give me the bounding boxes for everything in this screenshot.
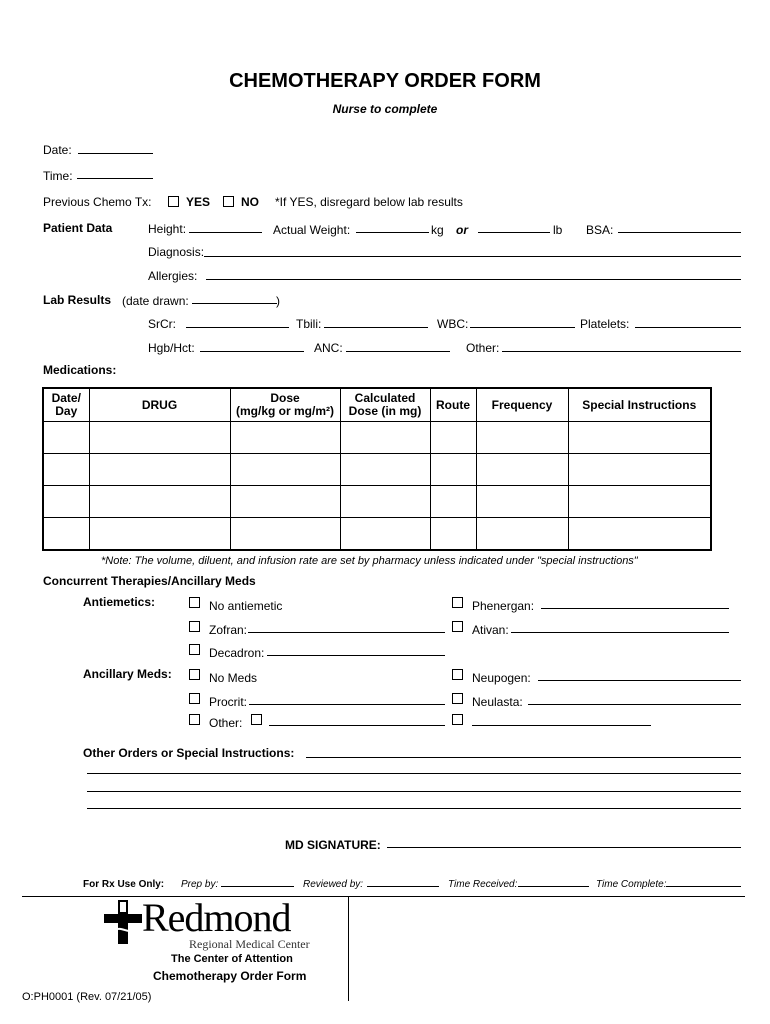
other-orders-line[interactable] bbox=[87, 791, 741, 792]
table-cell[interactable] bbox=[89, 486, 230, 518]
srcr-field[interactable] bbox=[186, 327, 289, 328]
decadron-label: Decadron: bbox=[209, 646, 265, 660]
rx-use-label: For Rx Use Only: bbox=[83, 879, 165, 890]
procrit-label: Procrit: bbox=[209, 695, 248, 709]
neupogen-label: Neupogen: bbox=[472, 671, 531, 685]
table-cell[interactable] bbox=[568, 422, 711, 454]
time-field[interactable] bbox=[77, 178, 153, 179]
date-drawn-label: (date drawn: bbox=[122, 294, 189, 308]
other-med-label: Other: bbox=[209, 716, 243, 730]
wbc-label: WBC: bbox=[437, 317, 469, 331]
other-orders-line[interactable] bbox=[87, 808, 741, 809]
prep-by-label: Prep by: bbox=[181, 879, 219, 890]
time-received-label: Time Received: bbox=[448, 879, 518, 890]
table-cell[interactable] bbox=[476, 518, 568, 551]
table-row bbox=[43, 518, 711, 551]
bsa-label: BSA: bbox=[586, 223, 614, 237]
reviewed-by-field[interactable] bbox=[367, 886, 439, 887]
table-note: *Note: The volume, diluent, and infusion rate are set by pharmacy unless indicated under "special instructions" bbox=[101, 555, 638, 567]
table-cell[interactable] bbox=[230, 486, 340, 518]
hgb-label: Hgb/Hct: bbox=[148, 341, 195, 355]
table-cell[interactable] bbox=[340, 454, 430, 486]
kg-label: kg bbox=[431, 223, 444, 237]
weight-label: Actual Weight: bbox=[273, 223, 351, 237]
table-header-row bbox=[43, 388, 711, 422]
lab-results-label: Lab Results bbox=[43, 293, 112, 307]
other-med-field[interactable] bbox=[269, 725, 445, 726]
allergies-label: Allergies: bbox=[148, 269, 198, 283]
no-checkbox[interactable] bbox=[223, 196, 234, 207]
no-meds-label: No Meds bbox=[209, 671, 258, 685]
table-cell[interactable] bbox=[230, 518, 340, 551]
neulasta-label: Neulasta: bbox=[472, 695, 523, 709]
height-field[interactable] bbox=[189, 232, 262, 233]
table-cell[interactable] bbox=[43, 518, 89, 551]
other-med-right-checkbox[interactable] bbox=[452, 714, 463, 725]
allergies-field[interactable] bbox=[206, 279, 741, 280]
table-cell[interactable] bbox=[568, 518, 711, 551]
table-cell[interactable] bbox=[430, 518, 476, 551]
col-calculated-dose: Calculated Dose (in mg) bbox=[340, 388, 430, 422]
form-id: O:PH0001 (Rev. 07/21/05) bbox=[22, 991, 152, 1003]
ativan-checkbox[interactable] bbox=[452, 621, 463, 632]
table-cell[interactable] bbox=[476, 422, 568, 454]
other-orders-label: Other Orders or Special Instructions: bbox=[83, 746, 295, 760]
other-med-right-field[interactable] bbox=[472, 725, 651, 726]
table-cell[interactable] bbox=[230, 422, 340, 454]
table-row bbox=[43, 422, 711, 454]
height-label: Height: bbox=[148, 222, 187, 236]
table-cell[interactable] bbox=[568, 454, 711, 486]
lb-field[interactable] bbox=[478, 232, 550, 233]
table-cell[interactable] bbox=[476, 486, 568, 518]
col-frequency: Frequency bbox=[476, 388, 568, 422]
neupogen-field[interactable] bbox=[538, 680, 741, 681]
table-row bbox=[43, 486, 711, 518]
bsa-field[interactable] bbox=[618, 232, 741, 233]
decadron-checkbox[interactable] bbox=[189, 644, 200, 655]
table-row bbox=[43, 454, 711, 486]
medications-table bbox=[42, 387, 712, 551]
col-route: Route bbox=[430, 388, 476, 422]
lb-label: lb bbox=[553, 223, 563, 237]
table-cell[interactable] bbox=[430, 422, 476, 454]
tbili-field[interactable] bbox=[324, 327, 428, 328]
diagnosis-field[interactable] bbox=[204, 256, 741, 257]
table-cell[interactable] bbox=[43, 454, 89, 486]
anc-label: ANC: bbox=[314, 341, 343, 355]
footer-divider bbox=[22, 896, 745, 897]
previous-chemo-label: Previous Chemo Tx: bbox=[43, 195, 152, 209]
table-cell[interactable] bbox=[43, 486, 89, 518]
patient-data-label: Patient Data bbox=[43, 221, 113, 235]
table-cell[interactable] bbox=[340, 486, 430, 518]
srcr-label: SrCr: bbox=[148, 317, 176, 331]
ativan-label: Ativan: bbox=[472, 623, 509, 637]
other-lab-field[interactable] bbox=[502, 351, 741, 352]
date-label: Date: bbox=[43, 143, 72, 157]
reviewed-by-label: Reviewed by: bbox=[303, 879, 364, 890]
anc-field[interactable] bbox=[346, 351, 450, 352]
footer-vertical-divider bbox=[348, 897, 349, 1001]
tagline: The Center of Attention bbox=[171, 953, 293, 965]
table-cell[interactable] bbox=[568, 486, 711, 518]
table-cell[interactable] bbox=[340, 518, 430, 551]
other-med-inline-checkbox[interactable] bbox=[251, 714, 262, 725]
yes-label: YES bbox=[186, 195, 211, 209]
form-name: Chemotherapy Order Form bbox=[153, 969, 307, 983]
table-cell[interactable] bbox=[340, 422, 430, 454]
time-label: Time: bbox=[43, 169, 73, 183]
logo-name: Redmond bbox=[142, 895, 291, 940]
procrit-field[interactable] bbox=[249, 704, 445, 705]
table-cell[interactable] bbox=[89, 454, 230, 486]
no-meds-checkbox[interactable] bbox=[189, 669, 200, 680]
col-date-day: Date/ Day bbox=[43, 388, 89, 422]
phenergan-label: Phenergan: bbox=[472, 599, 535, 613]
col-drug: DRUG bbox=[89, 388, 230, 422]
wbc-field[interactable] bbox=[470, 327, 575, 328]
platelets-label: Platelets: bbox=[580, 317, 630, 331]
date-drawn-close: ) bbox=[276, 294, 280, 308]
time-received-field[interactable] bbox=[518, 886, 589, 887]
medications-label: Medications: bbox=[43, 363, 117, 377]
table-cell[interactable] bbox=[230, 454, 340, 486]
table-cell[interactable] bbox=[430, 454, 476, 486]
subtitle: Nurse to complete bbox=[332, 102, 438, 116]
concurrent-label: Concurrent Therapies/Ancillary Meds bbox=[43, 574, 256, 588]
previous-chemo-note: *If YES, disregard below lab results bbox=[275, 195, 463, 209]
other-orders-line[interactable] bbox=[306, 757, 741, 758]
hgb-field[interactable] bbox=[200, 351, 304, 352]
antiemetics-label: Antiemetics: bbox=[83, 595, 156, 609]
md-signature-field[interactable] bbox=[387, 847, 741, 848]
platelets-field[interactable] bbox=[635, 327, 741, 328]
table-cell[interactable] bbox=[430, 486, 476, 518]
weight-field[interactable] bbox=[356, 232, 429, 233]
neulasta-checkbox[interactable] bbox=[452, 693, 463, 704]
other-orders-line[interactable] bbox=[87, 773, 741, 774]
or-label: or bbox=[456, 223, 468, 237]
table-cell[interactable] bbox=[476, 454, 568, 486]
phenergan-checkbox[interactable] bbox=[452, 597, 463, 608]
diagnosis-label: Diagnosis: bbox=[148, 245, 205, 259]
other-med-checkbox[interactable] bbox=[189, 714, 200, 725]
decadron-field[interactable] bbox=[267, 655, 445, 656]
table-cell[interactable] bbox=[89, 518, 230, 551]
time-complete-field[interactable] bbox=[666, 886, 741, 887]
date-drawn-field[interactable] bbox=[192, 303, 277, 304]
date-field[interactable] bbox=[78, 153, 153, 154]
prep-by-field[interactable] bbox=[221, 886, 294, 887]
yes-checkbox[interactable] bbox=[168, 196, 179, 207]
no-label: NO bbox=[241, 195, 259, 209]
table-cell[interactable] bbox=[89, 422, 230, 454]
tbili-label: Tbili: bbox=[296, 317, 322, 331]
phenergan-field[interactable] bbox=[541, 608, 729, 609]
redmond-cross-icon bbox=[104, 900, 144, 944]
no-antiemetic-checkbox[interactable] bbox=[189, 597, 200, 608]
time-complete-label: Time Complete: bbox=[596, 879, 667, 890]
logo-subtitle: Regional Medical Center bbox=[189, 937, 310, 951]
page-title: CHEMOTHERAPY ORDER FORM bbox=[229, 70, 541, 92]
ativan-field[interactable] bbox=[511, 632, 729, 633]
md-signature-label: MD SIGNATURE: bbox=[285, 838, 381, 852]
ancillary-meds-label: Ancillary Meds: bbox=[83, 667, 172, 681]
zofran-checkbox[interactable] bbox=[189, 621, 200, 632]
zofran-label: Zofran: bbox=[209, 623, 248, 637]
no-antiemetic-label: No antiemetic bbox=[209, 599, 283, 613]
col-special-instructions: Special Instructions bbox=[568, 388, 711, 422]
other-lab-label: Other: bbox=[466, 341, 500, 355]
col-dose: Dose (mg/kg or mg/m²) bbox=[230, 388, 340, 422]
table-cell[interactable] bbox=[43, 422, 89, 454]
procrit-checkbox[interactable] bbox=[189, 693, 200, 704]
zofran-field[interactable] bbox=[248, 632, 445, 633]
neulasta-field[interactable] bbox=[528, 704, 741, 705]
neupogen-checkbox[interactable] bbox=[452, 669, 463, 680]
